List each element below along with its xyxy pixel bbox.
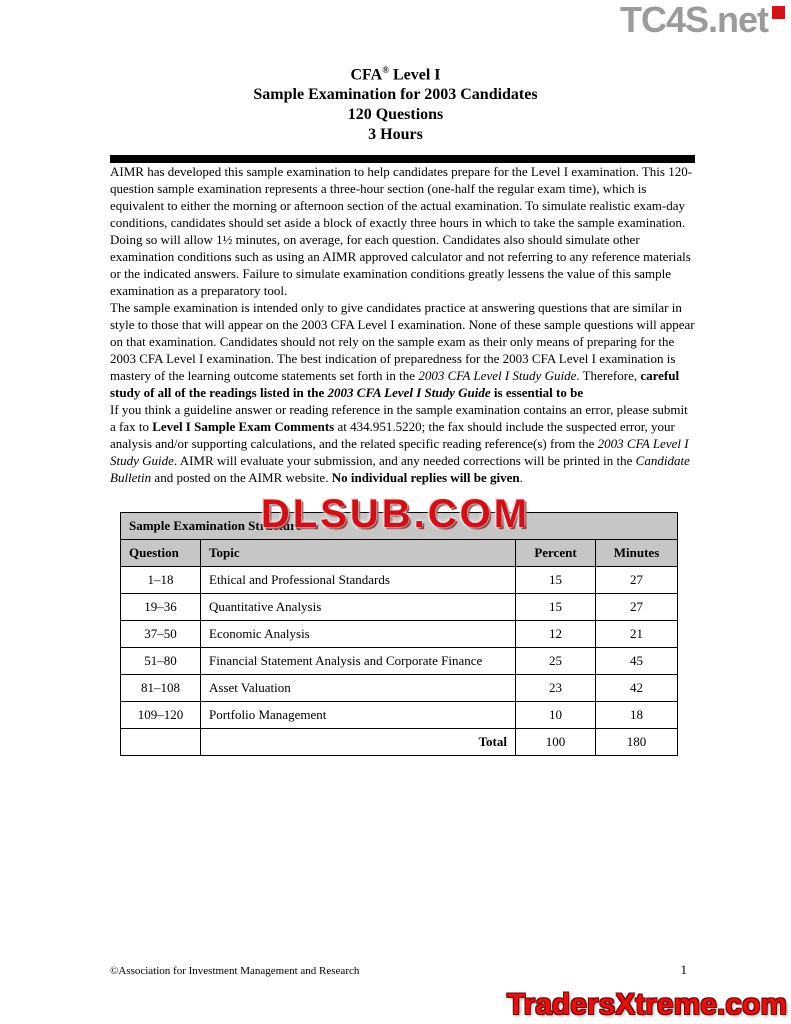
text-segment: and posted on the AIMR website. bbox=[151, 470, 332, 486]
red-square-icon bbox=[772, 6, 785, 19]
cell-topic: Ethical and Professional Standards bbox=[201, 567, 516, 594]
title-level: Level I bbox=[388, 66, 441, 84]
page-number: 1 bbox=[680, 962, 687, 977]
cell-topic: Quantitative Analysis bbox=[201, 594, 516, 621]
title-line-3: 120 Questions bbox=[347, 106, 444, 124]
tc4s-watermark-text: TC4S.net bbox=[619, 0, 768, 40]
page-footer bbox=[110, 962, 687, 978]
essential-bold: is essential to be bbox=[490, 385, 584, 401]
sample-exam-comments-bold: Level I Sample Exam Comments bbox=[152, 419, 335, 435]
total-label: Total bbox=[201, 729, 516, 756]
cell-minutes: 27 bbox=[596, 594, 678, 621]
text-segment: . AIMR will evaluate your submission, and any needed corrections will be printed in the bbox=[173, 453, 636, 469]
careful-study-bold: careful study of all of the readings listed in the bbox=[110, 368, 680, 401]
title-line-1 bbox=[0, 60, 791, 85]
cell-question: 37–50 bbox=[121, 621, 201, 648]
cell-topic: Economic Analysis bbox=[201, 621, 516, 648]
table-row bbox=[121, 621, 678, 648]
cell-percent: 25 bbox=[516, 648, 596, 675]
table-row bbox=[121, 648, 678, 675]
cell-minutes: 18 bbox=[596, 702, 678, 729]
title-cfa: CFA bbox=[350, 66, 383, 84]
copyright-notice: ©Association for Investment Management and Research bbox=[110, 965, 360, 977]
tc4s-watermark bbox=[620, 0, 785, 40]
cell-topic: Portfolio Management bbox=[201, 702, 516, 729]
tradersxtreme-watermark: TradersXtreme.com bbox=[506, 988, 787, 1021]
table-row bbox=[121, 594, 678, 621]
table-row bbox=[121, 675, 678, 702]
cell-question: 51–80 bbox=[121, 648, 201, 675]
header-question: Question bbox=[121, 540, 201, 567]
cell-percent: 12 bbox=[516, 621, 596, 648]
cell-question-empty bbox=[121, 729, 201, 756]
table-header-row bbox=[121, 540, 678, 567]
cell-question: 1–18 bbox=[121, 567, 201, 594]
cell-question: 109–120 bbox=[121, 702, 201, 729]
text-segment: . Therefore, bbox=[576, 368, 641, 384]
title-line-2: Sample Examination for 2003 Candidates bbox=[253, 86, 538, 104]
paragraph-purpose bbox=[0, 299, 791, 401]
exam-structure-table bbox=[120, 512, 678, 756]
cell-topic: Financial Statement Analysis and Corporate Finance bbox=[201, 648, 516, 675]
cell-percent: 15 bbox=[516, 594, 596, 621]
table-row bbox=[121, 567, 678, 594]
header-minutes: Minutes bbox=[596, 540, 678, 567]
cell-minutes: 45 bbox=[596, 648, 678, 675]
registered-trademark-symbol: ® bbox=[382, 65, 389, 75]
dlsub-watermark: DLSUB.COM bbox=[260, 492, 531, 536]
study-guide-italic: 2003 CFA Level I Study Guide bbox=[418, 368, 577, 384]
cell-percent: 10 bbox=[516, 702, 596, 729]
text-segment: at 434.951.5220; the fax should include the suspected error, your analysis and/or supporting calculations, and the related specific reading reference(s) from the bbox=[110, 419, 675, 452]
text-segment: . bbox=[519, 470, 523, 486]
horizontal-rule bbox=[110, 155, 695, 163]
no-replies-bold: No individual replies will be given bbox=[331, 470, 520, 486]
paragraph-intro: AIMR has developed this sample examination to help candidates prepare for the Level I examination. This 120-question sample examination represents a three-hour section (one-half the regular exam time), which is equivalent to either the morning or afternoon section of the actual examination. To simulate realistic exam-day conditions, candidates should set aside a block of exactly three hours in which to take the sample examination. Doing so will allow 1½ minutes, on average, for each question. Candidates also should simulate other examination conditions such as using an AIMR approved calculator and not referring to any reference materials or the indicated answers. Failure to simulate examination conditions greatly lessens the value of this sample examination as a preparatory tool. bbox=[110, 164, 693, 299]
table-row bbox=[121, 702, 678, 729]
paragraph-errata bbox=[0, 401, 791, 486]
cell-percent: 15 bbox=[516, 567, 596, 594]
title-line-4: 3 Hours bbox=[368, 126, 423, 144]
cell-question: 81–108 bbox=[121, 675, 201, 702]
cell-percent: 23 bbox=[516, 675, 596, 702]
header-topic: Topic bbox=[201, 540, 516, 567]
cell-minutes: 27 bbox=[596, 567, 678, 594]
table-total-row bbox=[121, 729, 678, 756]
text-segment: The sample examination is intended only to give candidates practice at answering questions that are similar in style to those that will appear on the 2003 CFA Level I examination. None of these sample questions will appear on that examination. Candidates should not rely on the sample exam as their only means of preparing for the 2003 CFA Level I examination. The best indication of preparedness for the 2003 CFA Level I examination is mastery of the learning outcome statements set forth in the bbox=[110, 300, 695, 384]
text-segment: If you think a guideline answer or reading reference in the sample examination contains an error, please submit a fax to bbox=[110, 402, 688, 435]
study-guide-italic: 2003 CFA Level I Study Guide bbox=[110, 436, 689, 469]
header-percent: Percent bbox=[516, 540, 596, 567]
cell-topic: Asset Valuation bbox=[201, 675, 516, 702]
total-minutes: 180 bbox=[596, 729, 678, 756]
cell-minutes: 21 bbox=[596, 621, 678, 648]
candidate-bulletin-italic: Candidate Bulletin bbox=[110, 453, 690, 486]
study-guide-bold-italic: 2003 CFA Level I Study Guide bbox=[327, 385, 491, 401]
total-percent: 100 bbox=[516, 729, 596, 756]
cell-minutes: 42 bbox=[596, 675, 678, 702]
cell-question: 19–36 bbox=[121, 594, 201, 621]
table-title: Sample Examination Structure bbox=[121, 513, 678, 540]
